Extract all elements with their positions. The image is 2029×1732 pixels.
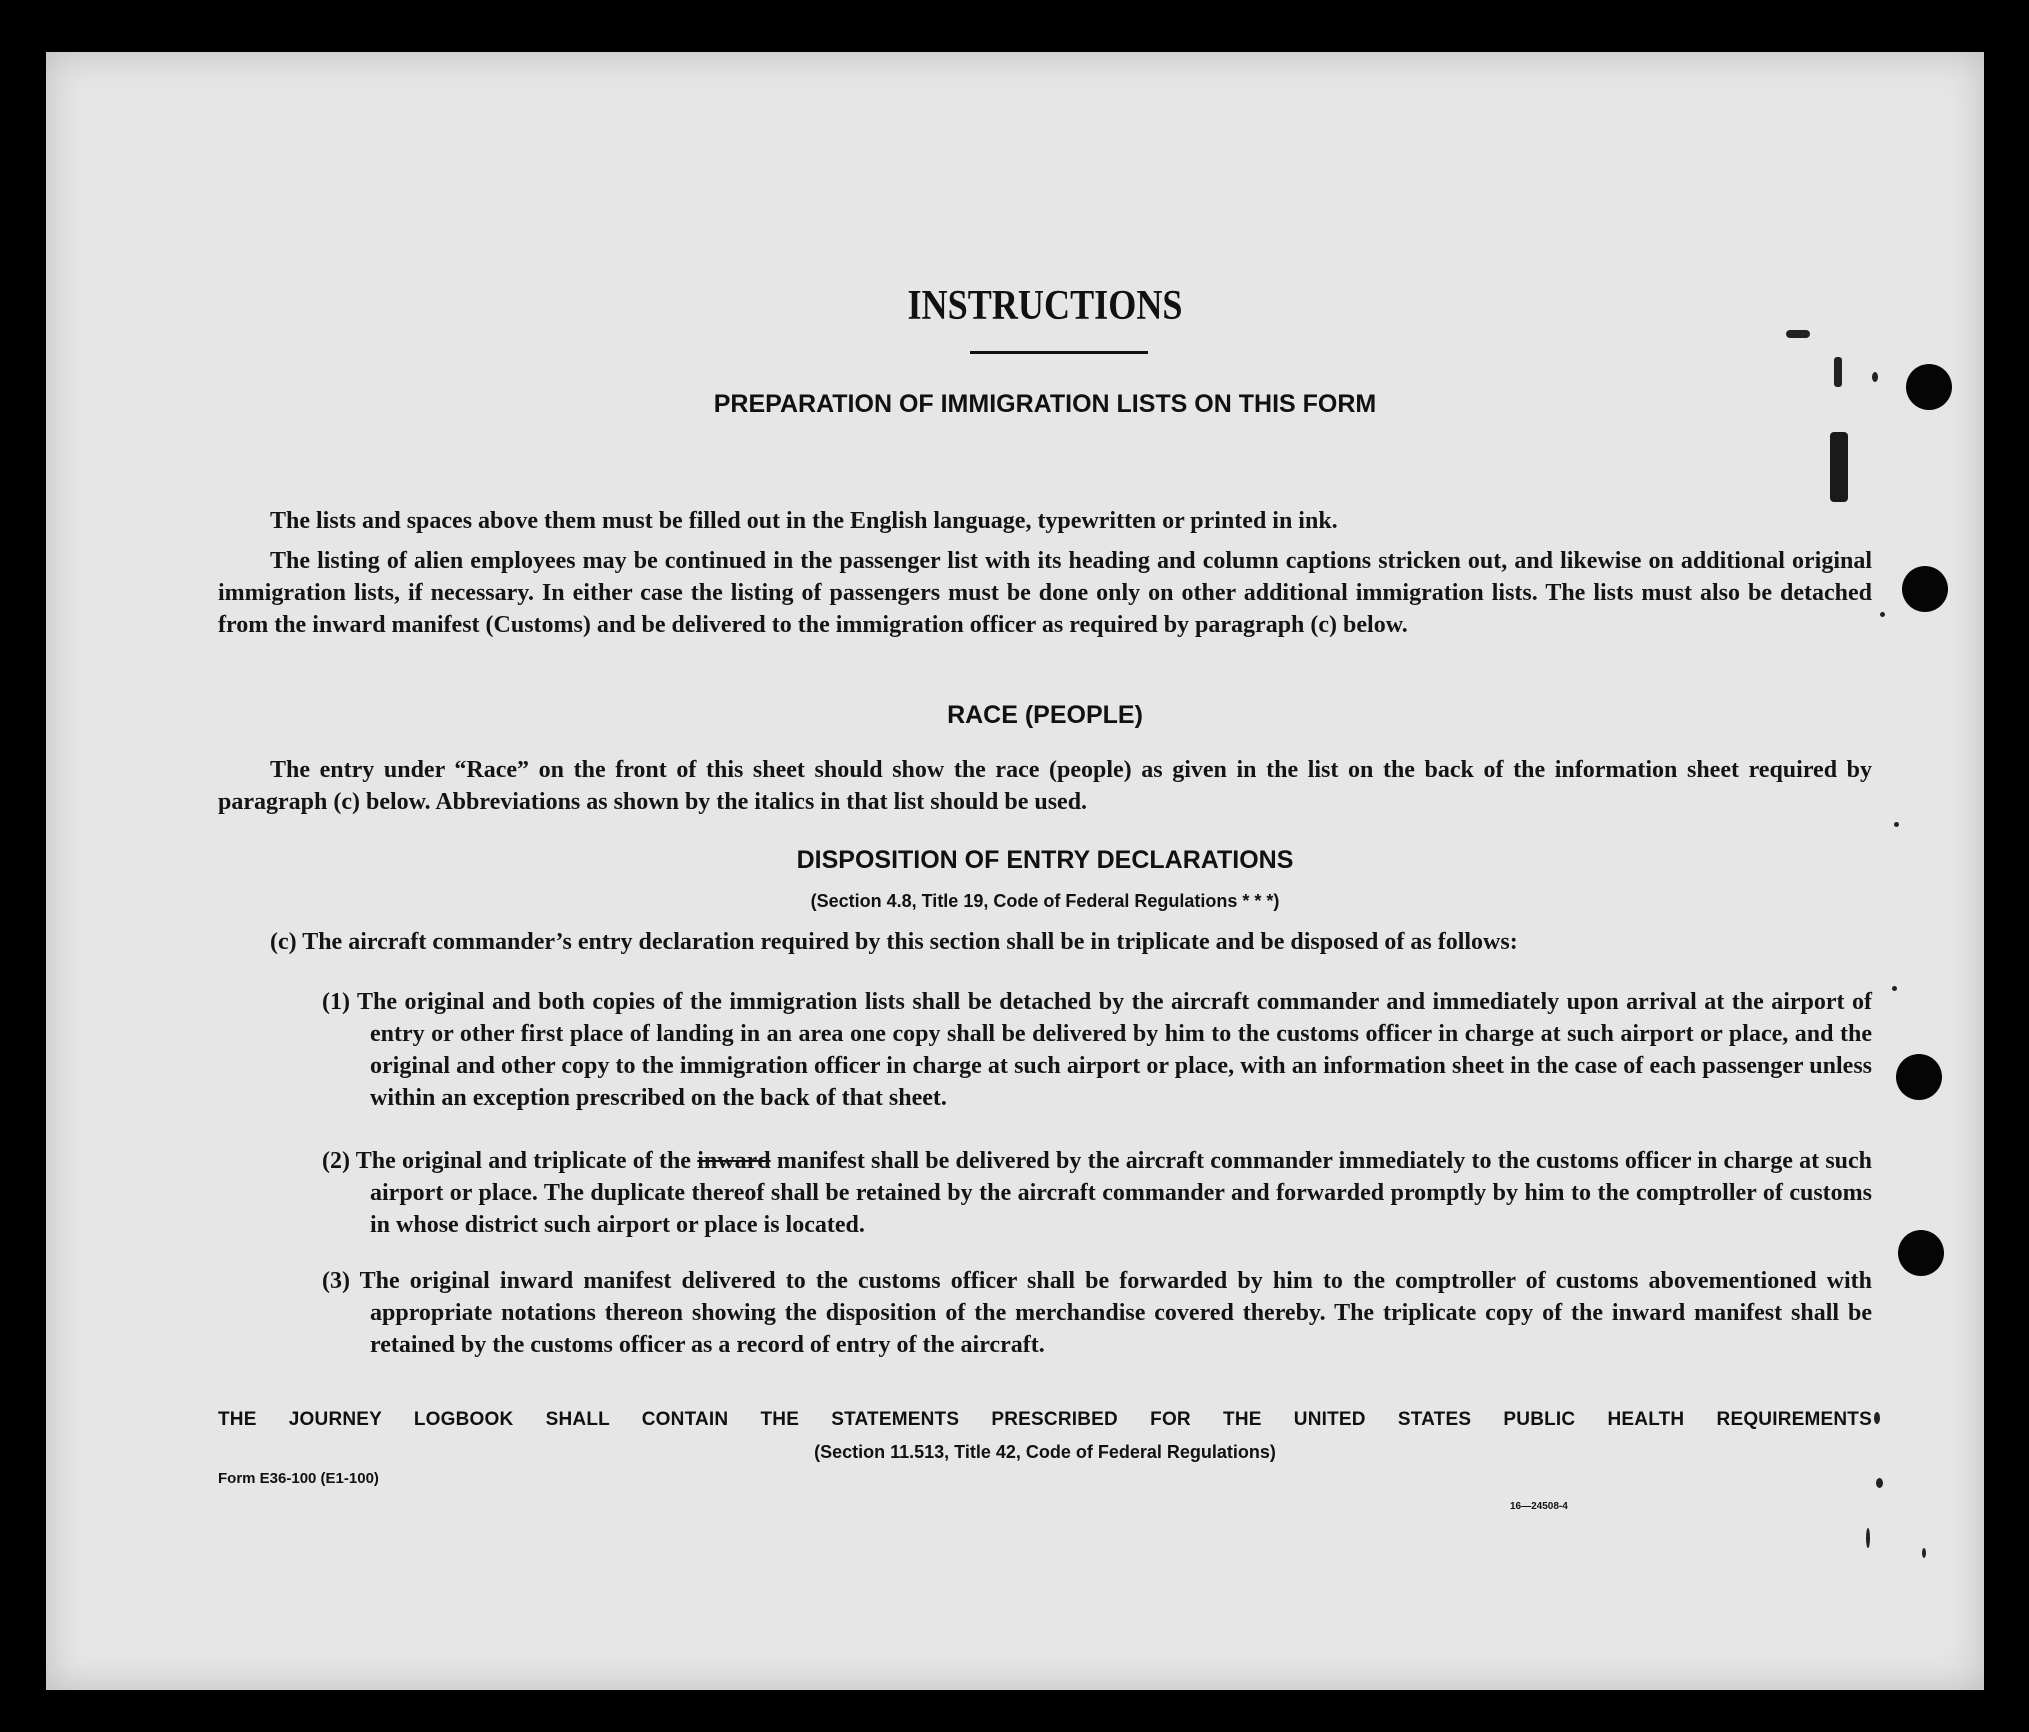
ink-speck	[1922, 1548, 1926, 1558]
item-2-lead: (2) The original and triplicate of the	[322, 1148, 691, 1174]
punch-hole	[1896, 1054, 1942, 1100]
ink-speck	[1786, 330, 1810, 338]
health-statement: THE JOURNEY LOGBOOK SHALL CONTAIN THE STATEMENTS PRESCRIBED FOR THE UNITED STATES PUBLIC HEALTH REQUIREMENTS	[218, 1409, 1872, 1430]
title-underline	[970, 351, 1148, 354]
preparation-paragraph-2: The listing of alien employees may be continued in the passenger list with its heading and column captions stricken out, and likewise on additional original immigration lists, if necessary. In either case the listing of passengers must be done only on other additional immigration lists. The lists must also be detached from the inward manifest (Customs) and be delivered to the immigration officer as required by paragraph (c) below.	[218, 548, 1872, 638]
disposition-item-2	[322, 1145, 1872, 1241]
print-code: 16—24508-4	[1510, 1501, 1568, 1512]
item-2-struck-word: inward	[697, 1148, 771, 1174]
disposition-item-1: (1) The original and both copies of the immigration lists shall be detached by the aircraft commander and immediately upon arrival at the airport of entry or other first place of landing in an area one copy shall be delivered by him to the customs officer in charge at such airport or place, and the original and other copy to the immigration officer in charge at such airport or place, with an information sheet in the case of each passenger unless within an exception prescribed on the back of that sheet.	[322, 989, 1872, 1111]
ink-speck	[1872, 372, 1878, 382]
ink-speck	[1880, 612, 1885, 617]
disposition-item-3: (3) The original inward manifest delivered to the customs officer shall be forwarded by him to the comptroller of customs abovementioned with appropriate notations thereon showing the disposition of the merchandise covered thereby. The triplicate copy of the inward manifest shall be retained by the customs officer as a record of entry of the aircraft.	[322, 1268, 1872, 1358]
disposition-intro: (c) The aircraft commander’s entry declaration required by this section shall be in triplicate and be disposed of as follows:	[270, 929, 1518, 955]
page-title: INSTRUCTIONS	[907, 283, 1183, 329]
disposition-citation: (Section 4.8, Title 19, Code of Federal Regulations * * *)	[810, 891, 1280, 911]
document-sheet	[46, 52, 1984, 1690]
ink-speck	[1834, 357, 1842, 387]
item-2-rest: manifest shall be delivered by the aircraft commander immediately to the customs officer in charge at such airport or place. The duplicate thereof shall be retained by the aircraft commander and forwarded promptly by him to the comptroller of customs in whose district such airport or place is located.	[370, 1148, 1873, 1238]
preparation-heading: PREPARATION OF IMMIGRATION LISTS ON THIS FORM	[713, 390, 1377, 418]
ink-mark	[1830, 432, 1848, 502]
preparation-paragraph-1: The lists and spaces above them must be filled out in the English language, typewritten or printed in ink.	[270, 508, 1338, 534]
race-paragraph: The entry under “Race” on the front of this sheet should show the race (people) as given in the list on the back of the information sheet required by paragraph (c) below. Abbreviations as shown by the italics in that list should be used.	[218, 757, 1872, 815]
punch-hole	[1906, 364, 1952, 410]
ink-speck	[1892, 986, 1897, 991]
form-number: Form E36-100 (E1-100)	[218, 1470, 379, 1487]
race-heading: RACE (PEOPLE)	[947, 701, 1143, 729]
punch-hole	[1898, 1230, 1944, 1276]
ink-speck	[1894, 822, 1899, 827]
disposition-heading: DISPOSITION OF ENTRY DECLARATIONS	[796, 846, 1294, 874]
health-citation: (Section 11.513, Title 42, Code of Federal Regulations)	[814, 1442, 1276, 1462]
bleed-through-text	[566, 102, 579, 127]
punch-hole	[1902, 566, 1948, 612]
ink-speck	[1866, 1528, 1870, 1548]
ink-speck	[1874, 1412, 1880, 1424]
ink-speck	[1876, 1478, 1883, 1488]
